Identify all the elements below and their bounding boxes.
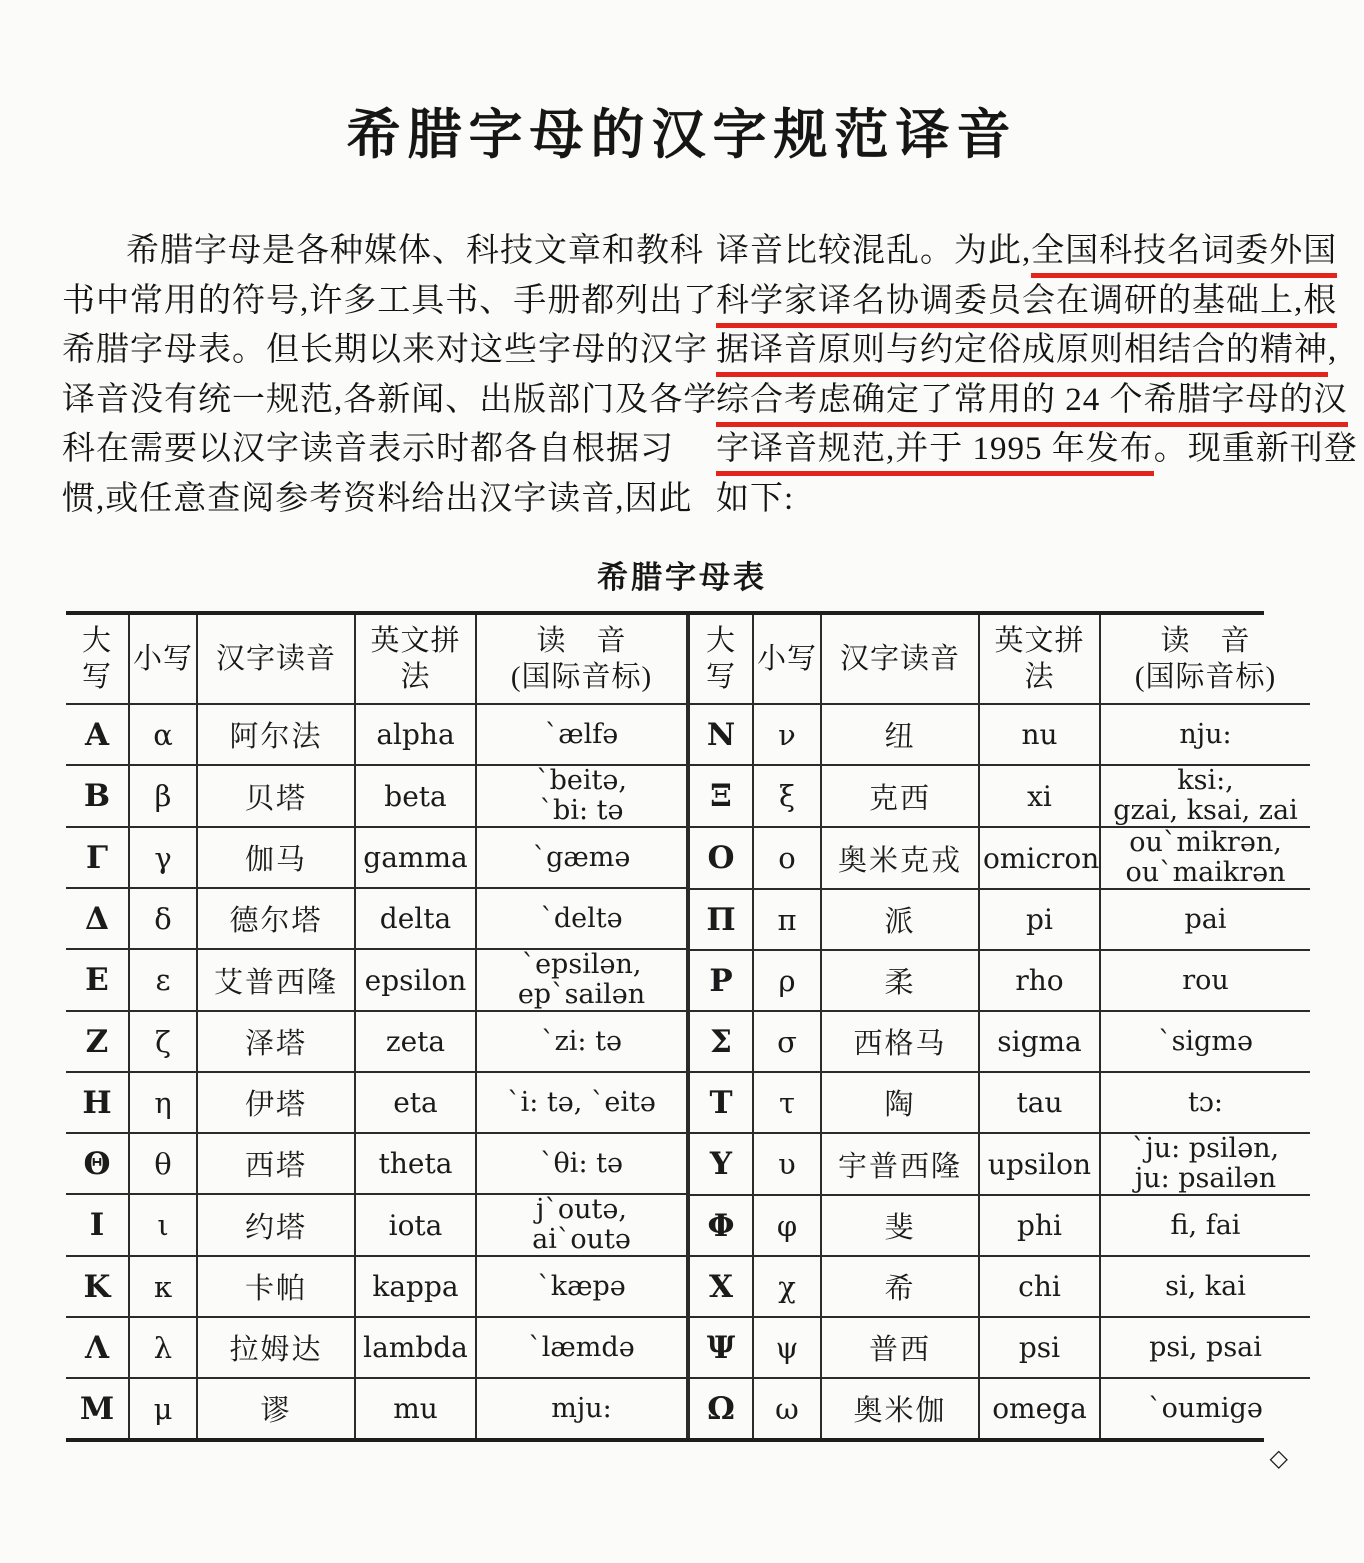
cell-english-spelling: xi	[979, 765, 1100, 827]
cell-english-spelling: epsilon	[355, 949, 476, 1011]
intro-left-line: 译音没有统一规范,各新闻、出版部门及各学	[62, 381, 718, 418]
cell-uppercase: T	[690, 1072, 753, 1133]
cell-lowercase: ψ	[753, 1317, 821, 1378]
cell-chinese-reading: 德尔塔	[197, 888, 355, 949]
cell-ipa: ˋælfə	[476, 704, 686, 765]
cell-ipa: ˋoumigə	[1100, 1378, 1310, 1438]
cell-english-spelling: chi	[979, 1256, 1100, 1317]
table-row	[66, 888, 686, 949]
red-underlined-text: 全国科技名词委外国	[1031, 233, 1337, 278]
red-underlined-text: 综合考虑确定了常用的 24 个希腊字母的汉	[716, 382, 1348, 427]
cell-english-spelling: zeta	[355, 1011, 476, 1072]
cell-lowercase: τ	[753, 1072, 821, 1133]
header-cell-english-spelling: 英文拼法	[979, 615, 1100, 704]
cell-ipa: psi, psai	[1100, 1317, 1310, 1378]
cell-lowercase: ε	[129, 949, 197, 1011]
red-underlined-text: 据译音原则与约定俗成原则相结合的精神	[716, 332, 1328, 377]
cell-ipa: ˋbeitə, ˋbi: tə	[476, 765, 686, 827]
cell-uppercase: N	[690, 704, 753, 765]
cell-english-spelling: theta	[355, 1133, 476, 1194]
cell-chinese-reading: 约塔	[197, 1194, 355, 1256]
table-row	[690, 704, 1310, 765]
cell-chinese-reading: 阿尔法	[197, 704, 355, 765]
cell-ipa: tɔ:	[1100, 1072, 1310, 1133]
cell-chinese-reading: 希	[821, 1256, 979, 1317]
intro-right-line: 如下:	[716, 480, 795, 517]
cell-uppercase: Ω	[690, 1378, 753, 1438]
greek-letter-table	[66, 611, 1298, 1442]
cell-lowercase: δ	[129, 888, 197, 949]
header-cell-uppercase: 大写	[66, 615, 129, 704]
cell-lowercase: ζ	[129, 1011, 197, 1072]
cell-lowercase: β	[129, 765, 197, 827]
table-row	[66, 1378, 686, 1438]
cell-chinese-reading: 奥米伽	[821, 1378, 979, 1438]
red-underlined-text: 字译音规范,并于 1995 年发布	[716, 431, 1154, 476]
table-row	[690, 1195, 1310, 1256]
intro-right-line	[716, 376, 1348, 426]
cell-english-spelling: upsilon	[979, 1133, 1100, 1195]
cell-lowercase: η	[129, 1072, 197, 1133]
cell-english-spelling: kappa	[355, 1256, 476, 1317]
cell-uppercase: H	[66, 1072, 129, 1133]
cell-lowercase: ξ	[753, 765, 821, 827]
cell-ipa: ˋgæmə	[476, 827, 686, 888]
cell-uppercase: Σ	[690, 1011, 753, 1072]
cell-english-spelling: omega	[979, 1378, 1100, 1438]
cell-chinese-reading: 派	[821, 889, 979, 950]
table-row	[690, 765, 1310, 827]
cell-english-spelling: mu	[355, 1378, 476, 1438]
header-cell-uppercase: 大写	[690, 615, 753, 704]
intro-left-line: 希腊字母是各种媒体、科技文章和教科	[126, 233, 704, 269]
cell-chinese-reading: 斐	[821, 1195, 979, 1256]
cell-uppercase: A	[66, 704, 129, 765]
cell-ipa: ˋlæmdə	[476, 1317, 686, 1378]
header-cell-chinese-reading: 汉字读音	[821, 615, 979, 704]
table-title: 希腊字母表	[597, 560, 767, 596]
cell-uppercase: Υ	[690, 1133, 753, 1195]
cell-ipa: rou	[1100, 950, 1310, 1011]
intro-left-line: 希腊字母表。但长期以来对这些字母的汉字	[62, 332, 708, 368]
intro-right-line: 译音比较混乱。为此,全国科技名词委外国	[716, 227, 1302, 277]
table-row	[66, 765, 686, 827]
cell-uppercase: P	[690, 950, 753, 1011]
cell-lowercase: κ	[129, 1256, 197, 1317]
header-cell-ipa: 读 音 (国际音标)	[1100, 615, 1310, 704]
cell-ipa: ˋi: tə, ˋeitə	[476, 1072, 686, 1133]
cell-uppercase: I	[66, 1194, 129, 1256]
cell-ipa: ouˋmikrən, ouˋmaikrən	[1100, 827, 1310, 889]
cell-lowercase: σ	[753, 1011, 821, 1072]
cell-ipa: pai	[1100, 889, 1310, 950]
cell-chinese-reading: 艾普西隆	[197, 949, 355, 1011]
table-row	[690, 1317, 1310, 1378]
cell-uppercase: O	[690, 827, 753, 889]
cell-english-spelling: psi	[979, 1317, 1100, 1378]
table-row	[66, 1133, 686, 1194]
cell-lowercase: μ	[129, 1378, 197, 1438]
cell-chinese-reading: 贝塔	[197, 765, 355, 827]
cell-chinese-reading: 柔	[821, 950, 979, 1011]
cell-uppercase: Γ	[66, 827, 129, 888]
table-row	[66, 1011, 686, 1072]
intro-left-line: 书中常用的符号,许多工具书、手册都列出了	[62, 282, 718, 319]
table-row	[690, 1378, 1310, 1438]
cell-chinese-reading: 陶	[821, 1072, 979, 1133]
table-row	[66, 827, 686, 888]
cell-english-spelling: pi	[979, 889, 1100, 950]
table-row	[66, 1317, 686, 1378]
cell-chinese-reading: 纽	[821, 704, 979, 765]
cell-uppercase: Θ	[66, 1133, 129, 1194]
cell-chinese-reading: 谬	[197, 1378, 355, 1438]
cell-chinese-reading: 西格马	[821, 1011, 979, 1072]
cell-uppercase: Δ	[66, 888, 129, 949]
table-row	[690, 889, 1310, 950]
intro-right-line	[716, 277, 1338, 327]
article-end-diamond-icon: ◇	[1269, 1446, 1288, 1472]
cell-ipa: ˋepsilən, epˋsailən	[476, 949, 686, 1011]
cell-uppercase: B	[66, 765, 129, 827]
cell-ipa: mju:	[476, 1378, 686, 1438]
intro-left-column	[62, 227, 718, 524]
header-cell-lowercase: 小写	[129, 615, 197, 704]
cell-chinese-reading: 宇普西隆	[821, 1133, 979, 1195]
cell-english-spelling: phi	[979, 1195, 1100, 1256]
cell-uppercase: K	[66, 1256, 129, 1317]
cell-uppercase: Π	[690, 889, 753, 950]
cell-ipa: ˋdeltə	[476, 888, 686, 949]
intro-right-line: 据译音原则与约定俗成原则相结合的精神,	[716, 326, 1302, 376]
cell-lowercase: ι	[129, 1194, 197, 1256]
cell-lowercase: χ	[753, 1256, 821, 1317]
table-row	[66, 1072, 686, 1133]
cell-ipa: ˋzi: tə	[476, 1011, 686, 1072]
cell-ipa: ksi:, gzai, ksai, zai	[1100, 765, 1310, 827]
greek-letter-table-left-half	[66, 615, 686, 1438]
intro-right-line: 字译音规范,并于 1995 年发布。现重新刊登	[716, 425, 1302, 475]
cell-lowercase: ω	[753, 1378, 821, 1438]
intro-left-line: 科在需要以汉字读音表示时都各自根据习	[62, 431, 674, 467]
red-underlined-text: 科学家译名协调委员会在调研的基础上,根	[716, 283, 1337, 328]
table-header-row	[66, 615, 686, 704]
cell-lowercase: γ	[129, 827, 197, 888]
page-title: 希腊字母的汉字规范译音	[346, 103, 1018, 166]
cell-uppercase: M	[66, 1378, 129, 1438]
greek-letter-table-right-half	[690, 615, 1310, 1438]
cell-english-spelling: sigma	[979, 1011, 1100, 1072]
cell-english-spelling: delta	[355, 888, 476, 949]
cell-chinese-reading: 西塔	[197, 1133, 355, 1194]
header-cell-ipa: 读 音 (国际音标)	[476, 615, 686, 704]
cell-lowercase: φ	[753, 1195, 821, 1256]
cell-english-spelling: lambda	[355, 1317, 476, 1378]
cell-english-spelling: gamma	[355, 827, 476, 888]
table-row	[690, 1011, 1310, 1072]
cell-english-spelling: omicron	[979, 827, 1100, 889]
table-row	[690, 1072, 1310, 1133]
cell-uppercase: Λ	[66, 1317, 129, 1378]
cell-ipa: jˋoutə, aiˋoutə	[476, 1194, 686, 1256]
cell-chinese-reading: 奥米克戎	[821, 827, 979, 889]
cell-lowercase: α	[129, 704, 197, 765]
cell-chinese-reading: 伽马	[197, 827, 355, 888]
table-row	[66, 704, 686, 765]
table-row	[690, 1133, 1310, 1195]
cell-uppercase: Z	[66, 1011, 129, 1072]
cell-chinese-reading: 普西	[821, 1317, 979, 1378]
cell-chinese-reading: 克西	[821, 765, 979, 827]
table-row	[66, 1194, 686, 1256]
table-header-row	[690, 615, 1310, 704]
cell-english-spelling: iota	[355, 1194, 476, 1256]
cell-lowercase: ρ	[753, 950, 821, 1011]
cell-uppercase: Φ	[690, 1195, 753, 1256]
cell-english-spelling: tau	[979, 1072, 1100, 1133]
cell-ipa: ˋju: psilən, ju: psailən	[1100, 1133, 1310, 1195]
cell-ipa: fi, fai	[1100, 1195, 1310, 1256]
cell-english-spelling: beta	[355, 765, 476, 827]
cell-lowercase: ν	[753, 704, 821, 765]
table-row	[690, 950, 1310, 1011]
intro-paragraphs	[0, 227, 1364, 524]
cell-chinese-reading: 卡帕	[197, 1256, 355, 1317]
cell-english-spelling: nu	[979, 704, 1100, 765]
cell-lowercase: π	[753, 889, 821, 950]
cell-english-spelling: alpha	[355, 704, 476, 765]
cell-lowercase: υ	[753, 1133, 821, 1195]
cell-ipa: nju:	[1100, 704, 1310, 765]
cell-chinese-reading: 拉姆达	[197, 1317, 355, 1378]
header-cell-lowercase: 小写	[753, 615, 821, 704]
cell-english-spelling: eta	[355, 1072, 476, 1133]
cell-uppercase: Ξ	[690, 765, 753, 827]
cell-uppercase: X	[690, 1256, 753, 1317]
intro-left-line: 惯,或任意查阅参考资料给出汉字读音,因此	[62, 480, 693, 517]
table-row	[66, 1256, 686, 1317]
intro-right-column	[716, 227, 1358, 524]
table-row	[690, 827, 1310, 889]
cell-uppercase: E	[66, 949, 129, 1011]
cell-ipa: ˋkæpə	[476, 1256, 686, 1317]
table-row	[66, 949, 686, 1011]
cell-chinese-reading: 伊塔	[197, 1072, 355, 1133]
cell-lowercase: θ	[129, 1133, 197, 1194]
cell-lowercase: o	[753, 827, 821, 889]
cell-uppercase: Ψ	[690, 1317, 753, 1378]
cell-english-spelling: rho	[979, 950, 1100, 1011]
header-cell-chinese-reading: 汉字读音	[197, 615, 355, 704]
cell-ipa: ˋθi: tə	[476, 1133, 686, 1194]
cell-ipa: si, kai	[1100, 1256, 1310, 1317]
cell-chinese-reading: 泽塔	[197, 1011, 355, 1072]
cell-lowercase: λ	[129, 1317, 197, 1378]
table-row	[690, 1256, 1310, 1317]
cell-ipa: ˋsigmə	[1100, 1011, 1310, 1072]
header-cell-english-spelling: 英文拼法	[355, 615, 476, 704]
